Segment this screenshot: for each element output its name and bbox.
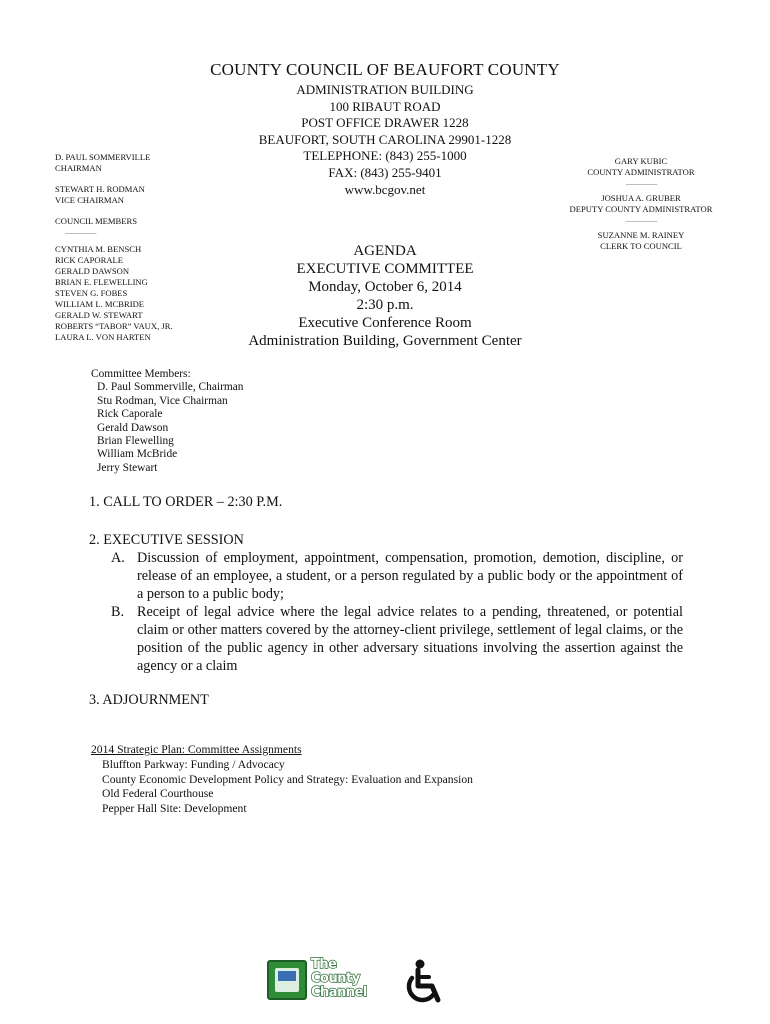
- council-officers: [55, 152, 173, 343]
- separator: ————: [625, 215, 657, 225]
- clerk-title: CLERK TO COUNCIL: [600, 241, 682, 251]
- vice-chairman-title: VICE CHAIRMAN: [55, 195, 124, 205]
- administration-officers: [558, 156, 724, 252]
- county-channel-icon: [267, 960, 307, 1000]
- county-channel-wordmark: [311, 958, 367, 1000]
- council-member: RICK CAPORALE: [55, 255, 124, 265]
- sub-item-letter: B.: [111, 604, 125, 620]
- meeting-location: Administration Building, Government Center: [248, 333, 522, 349]
- sub-item-b: [89, 603, 683, 675]
- agenda-items: [89, 493, 683, 725]
- committee-member: Brian Flewelling: [97, 435, 174, 448]
- council-members-label: COUNCIL MEMBERS: [55, 216, 138, 226]
- deputy-administrator-title: DEPUTY COUNTY ADMINISTRATOR: [569, 204, 713, 214]
- committee-name: EXECUTIVE COMMITTEE: [296, 261, 474, 277]
- sub-item-text: Discussion of employment, appointment, compensation, promotion, demotion, discipline, or release of an employee, a student, or a person regulated by a public body or the appointment of a person to a public body;: [137, 550, 683, 602]
- council-member: ROBERTS “TABOR” VAUX, JR.: [55, 321, 173, 331]
- separator: ————: [65, 227, 96, 237]
- agenda-item-adjournment: 3. ADJOURNMENT: [89, 692, 209, 708]
- address-line: POST OFFICE DRAWER 1228: [301, 115, 469, 131]
- website-link[interactable]: www.bcgov.net: [344, 181, 426, 197]
- sub-item-letter: A.: [111, 550, 125, 566]
- vice-chairman-name: STEWART H. RODMAN: [55, 184, 145, 194]
- logo-line: County: [311, 971, 360, 986]
- strategic-plan-heading: 2014 Strategic Plan: Committee Assignments: [91, 743, 302, 756]
- council-member: CYNTHIA M. BENSCH: [55, 244, 142, 254]
- chairman-name: D. PAUL SOMMERVILLE: [55, 152, 151, 162]
- committee-member: Jerry Stewart: [97, 461, 158, 474]
- address-line: 100 RIBAUT ROAD: [329, 98, 441, 114]
- sub-item-text: Receipt of legal advice where the legal advice relates to a pending, threatened, or potential claim or other matters covered by the attorney-client privilege, settlement of legal claims, or the position of the public agency in other adversary situations involving the assertion against the agency or a claim: [137, 604, 683, 674]
- organization-title: COUNTY COUNCIL OF BEAUFORT COUNTY: [210, 60, 560, 79]
- chairman-title: CHAIRMAN: [55, 163, 102, 173]
- agenda-item-executive-session: 2. EXECUTIVE SESSION: [89, 532, 244, 548]
- logo-line: The: [311, 957, 337, 972]
- meeting-room: Executive Conference Room: [298, 315, 472, 331]
- council-member: STEVEN G. FOBES: [55, 288, 128, 298]
- sub-item-a: [89, 549, 683, 603]
- committee-member: Stu Rodman, Vice Chairman: [97, 394, 228, 407]
- address-line: BEAUFORT, SOUTH CAROLINA 29901-1228: [258, 131, 512, 147]
- committee-members: [91, 368, 243, 475]
- county-channel-logo: [267, 958, 372, 1002]
- committee-member: D. Paul Sommerville, Chairman: [97, 381, 244, 394]
- agenda-item-call-to-order: 1. CALL TO ORDER – 2:30 P.M.: [89, 494, 283, 510]
- council-member: BRIAN E. FLEWELLING: [55, 277, 148, 287]
- council-member: LAURA L. VON HARTEN: [55, 332, 151, 342]
- council-member: GERALD DAWSON: [55, 266, 130, 276]
- strategic-plan-entry: Bluffton Parkway: Funding / Advocacy: [102, 757, 285, 771]
- separator: ————: [625, 178, 657, 188]
- logo-line: Channel: [311, 985, 367, 1000]
- strategic-plan-entry: County Economic Development Policy and Strategy: Evaluation and Expansion: [102, 772, 473, 786]
- administrator-name: GARY KUBIC: [614, 156, 668, 166]
- address-line: ADMINISTRATION BUILDING: [296, 82, 474, 97]
- council-member: WILLIAM L. MCBRIDE: [55, 299, 145, 309]
- committee-members-label: Committee Members:: [91, 368, 191, 380]
- wheelchair-icon: [400, 958, 450, 1006]
- fax-line: FAX: (843) 255-9401: [328, 164, 442, 180]
- strategic-plan-entry: Pepper Hall Site: Development: [102, 802, 247, 816]
- committee-member: William McBride: [97, 448, 178, 461]
- committee-member: Rick Caporale: [97, 408, 163, 421]
- committee-member: Gerald Dawson: [97, 421, 169, 434]
- strategic-plan-entry: Old Federal Courthouse: [102, 787, 214, 801]
- deputy-administrator-name: JOSHUA A. GRUBER: [601, 193, 681, 203]
- agenda-heading: [240, 242, 530, 350]
- meeting-date: Monday, October 6, 2014: [308, 279, 462, 295]
- administrator-title: COUNTY ADMINISTRATOR: [587, 167, 695, 177]
- strategic-plan: [91, 743, 473, 817]
- telephone-line: TELEPHONE: (843) 255-1000: [303, 148, 467, 164]
- clerk-name: SUZANNE M. RAINEY: [597, 230, 685, 240]
- agenda-title: AGENDA: [353, 243, 417, 259]
- address-block: [185, 82, 585, 198]
- meeting-time: 2:30 p.m.: [356, 297, 414, 313]
- council-member: GERALD W. STEWART: [55, 310, 143, 320]
